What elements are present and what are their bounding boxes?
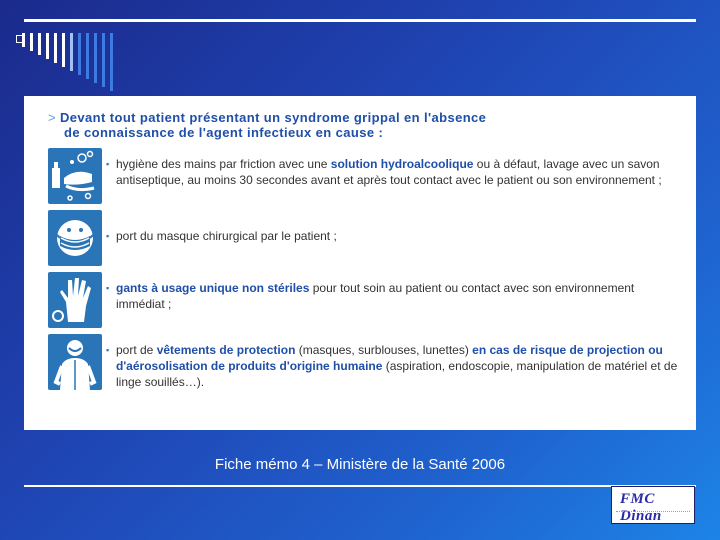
bullet: ▪ [106, 159, 110, 169]
item-text [106, 280, 686, 312]
item-text [106, 228, 686, 244]
item-2-text: port du masque chirurgical par le patient ; [116, 229, 337, 243]
item-text [106, 342, 686, 390]
heading-line-1: Devant tout patient présentant un syndrome grippal en l'absence [60, 110, 487, 125]
item-3-post: pour tout soin au patient ou contact avec son environnement immédiat ; [116, 281, 635, 311]
heading-arrow: > [48, 110, 56, 125]
bottom-rule [24, 485, 696, 487]
content-panel [24, 96, 696, 430]
logo-text: FMC Dinan [620, 491, 662, 524]
item-text [106, 156, 686, 188]
hand-hygiene-icon [48, 148, 102, 204]
surgical-mask-icon [48, 210, 102, 266]
gloves-icon [48, 272, 102, 328]
item-1-post: ou à défaut, lavage avec un savon antiseptique, au moins 30 secondes avant et après tout contact avec le patient ou son environnement ; [116, 157, 662, 187]
item-1-pre: hygiène des mains par friction avec une [116, 157, 331, 171]
protective-clothing-icon [48, 334, 102, 390]
item-1-highlight: solution hydroalcoolique [330, 157, 474, 171]
item-4-highlight-2: en cas de risque de projection ou d'aérosolisation de produits d'origine humaine [116, 343, 663, 373]
item-4-pre: port de [116, 343, 157, 357]
bullet: ▪ [106, 283, 110, 293]
logo-fine-print [616, 511, 690, 520]
heading-line-2: de connaissance de l'agent infectieux en cause : [64, 125, 384, 140]
item-4-post: (aspiration, endoscopie, manipulation de matériel et de linge souillés…). [116, 359, 678, 389]
item-3-highlight: gants à usage unique non stériles [116, 281, 310, 295]
bullet: ▪ [106, 345, 110, 355]
item-4-highlight-1: vêtements de protection [156, 343, 296, 357]
decor-bars [16, 33, 120, 93]
fmc-dinan-logo [611, 486, 695, 524]
slide-heading [48, 110, 688, 140]
bullet: ▪ [106, 231, 110, 241]
item-4-mid: (masques, surblouses, lunettes) [295, 343, 473, 357]
top-rule [24, 19, 696, 22]
source-caption: Fiche mémo 4 – Ministère de la Santé 2006 [214, 456, 506, 473]
